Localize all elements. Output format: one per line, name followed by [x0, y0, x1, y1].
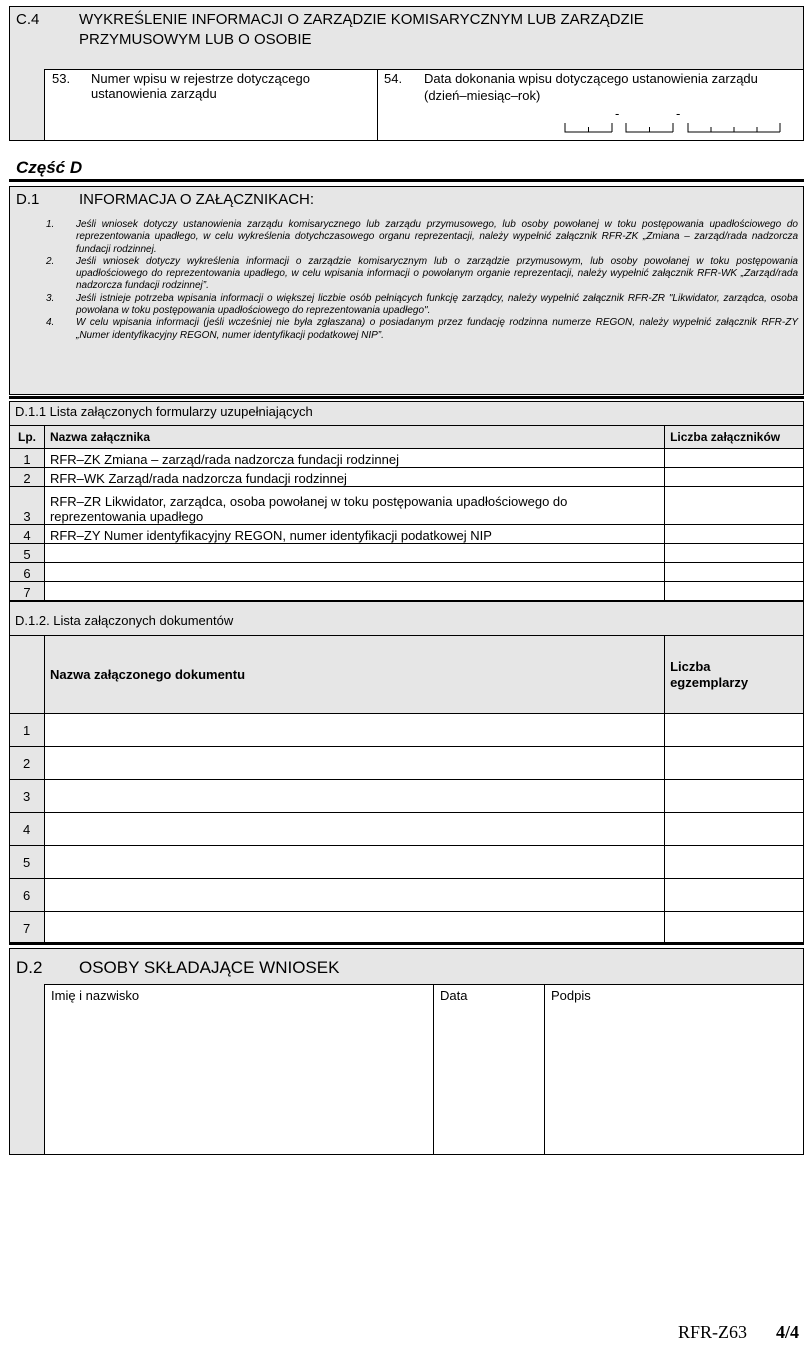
footer-page-number: 4/4	[776, 1322, 800, 1342]
copies-cell[interactable]	[665, 846, 804, 879]
note-item: 1. Jeśli wniosek dotyczy ustanowienia zarządu komisarycznego lub zarządu przymusowego, lub osoby powołanej w toku postępowania upadłościowego do reprezentowania upadłego, w celu wykreślenia dotychczasowego organu reprezentacji, należy wypełnić załącznik RFR-ZK „Zmiana – zarząd/rada nadzorcza fundacji rodzinnej.	[46, 219, 798, 255]
field-53-number: 53.	[52, 71, 71, 86]
note-item: 2. Jeśli wniosek dotyczy wykreślenia informacji o zarządzie komisarycznym lub o zarządzie przymusowym, lub osoby powołanej w toku postępowania upadłościowego do reprezentowania upadłego, w celu wpisania informacji o powołanym organie reprezentacji, należy wypełnić załącznik RFR-WK „Zarząd/rada nadzorcza fundacji rodzinnej”.	[46, 255, 798, 292]
signer-date-field[interactable]	[433, 984, 545, 1155]
doc-name-cell[interactable]	[44, 879, 664, 912]
part-d-rule	[9, 179, 804, 182]
table-row: 1 RFR–ZK Zmiana – zarząd/rada nadzorcza fundacji rodzinnej	[10, 449, 804, 468]
note-item: 4. W celu wpisania informacji (jeśli wcześniej nie była zgłaszana) o posiadanym przez fundację rodzinna numerze REGON, należy wypełnić załącznik RFR-ZY „Numer identyfikacyjny REGON, numer identyfikacji podatkowej NIP”.	[46, 317, 798, 341]
section-c4-title-line1: WYKREŚLENIE INFORMACJI O ZARZĄDZIE KOMISARYCZNYM LUB ZARZĄDZIE	[79, 11, 644, 28]
table-row: 1	[10, 714, 804, 747]
part-d-title: Część D	[16, 158, 83, 177]
col-doc-name-header: Nazwa załączonego dokumentu	[44, 636, 664, 714]
count-cell[interactable]	[665, 487, 804, 525]
table-header	[10, 636, 804, 714]
signer-date-label: Data	[440, 988, 468, 1003]
copies-cell[interactable]	[665, 879, 804, 912]
name-cell[interactable]	[44, 544, 664, 563]
col-name-header: Nazwa załącznika	[44, 426, 664, 449]
copies-cell[interactable]	[665, 912, 804, 945]
note-item: 3. Jeśli istnieje potrzeba wpisania informacji o większej liczbie osób pełniących funkcję zarządcy, należy wypełnić załącznik RFR-ZR "Likwidator, zarządca, osoba powołana w toku postępowania upadłościowego do reprezentowania upadłego".	[46, 292, 798, 317]
table-row: 2	[10, 747, 804, 780]
col-copies-header: Liczba egzemplarzy	[665, 636, 804, 714]
field-54-number: 54.	[384, 71, 403, 86]
table-row: 4 RFR–ZY Numer identyfikacyjny REGON, numer identyfikacji podatkowej NIP	[10, 525, 804, 544]
count-cell[interactable]	[665, 468, 804, 487]
table-row: 7	[10, 912, 804, 945]
doc-name-cell[interactable]	[44, 780, 664, 813]
signer-name-field[interactable]	[44, 984, 434, 1155]
copies-cell[interactable]	[665, 714, 804, 747]
col-count-header: Liczba załączników	[665, 426, 804, 449]
section-c4-code: C.4	[16, 11, 40, 28]
d12-title: D.1.2. Lista załączonych dokumentów	[15, 613, 234, 628]
copies-cell[interactable]	[665, 813, 804, 846]
field-53-label-2: ustanowienia zarządu	[91, 86, 217, 101]
name-cell[interactable]	[44, 582, 664, 601]
doc-name-cell[interactable]	[44, 846, 664, 879]
attachments-table	[9, 425, 804, 601]
documents-table	[9, 635, 804, 945]
d11-title: D.1.1 Lista załączonych formularzy uzupełniających	[15, 404, 313, 419]
table-row: 7	[10, 582, 804, 601]
table-header	[10, 426, 804, 449]
table-row: 6	[10, 879, 804, 912]
section-c4-title-line2: PRZYMUSOWYM LUB O OSOBIE	[79, 31, 312, 48]
name-cell[interactable]	[44, 563, 664, 582]
section-d1-code: D.1	[16, 191, 40, 208]
lp-header-cell	[10, 636, 45, 714]
section-rule	[9, 942, 804, 945]
col-lp-header: Lp.	[10, 426, 45, 449]
table-row: 5	[10, 846, 804, 879]
section-rule	[9, 396, 804, 399]
doc-name-cell[interactable]	[44, 813, 664, 846]
table-row: 2 RFR–WK Zarząd/rada nadzorcza fundacji rodzinnej	[10, 468, 804, 487]
signer-name-label: Imię i nazwisko	[51, 988, 140, 1003]
count-cell[interactable]	[665, 563, 804, 582]
count-cell[interactable]	[665, 582, 804, 601]
signer-signature-label: Podpis	[551, 988, 591, 1003]
copies-cell[interactable]	[665, 780, 804, 813]
section-d1-title: INFORMACJA O ZAŁĄCZNIKACH:	[79, 191, 315, 208]
doc-name-cell[interactable]	[44, 747, 664, 780]
signer-signature-field[interactable]	[544, 984, 804, 1155]
section-d2-code: D.2	[16, 958, 43, 977]
table-row: 3 RFR–ZR Likwidator, zarządca, osoba powołanej w toku postępowania upadłościowego do reprezentowania upadłego	[10, 487, 804, 525]
field-53-label: Numer wpisu w rejestrze dotyczącego	[91, 71, 310, 86]
count-cell[interactable]	[665, 525, 804, 544]
field-54-label: Data dokonania wpisu dotyczącego ustanowienia zarządu	[424, 71, 758, 86]
table-row: 6	[10, 563, 804, 582]
count-cell[interactable]	[665, 544, 804, 563]
date-separator: -	[615, 106, 620, 121]
doc-name-cell[interactable]	[44, 714, 664, 747]
doc-name-cell[interactable]	[44, 912, 664, 945]
copies-cell[interactable]	[665, 747, 804, 780]
notes-list	[46, 219, 798, 342]
field-54-label-2: (dzień–miesiąc–rok)	[424, 88, 541, 103]
table-row: 4	[10, 813, 804, 846]
table-row: 3	[10, 780, 804, 813]
section-d2-title: OSOBY SKŁADAJĄCE WNIOSEK	[79, 958, 340, 977]
table-row: 5	[10, 544, 804, 563]
count-cell[interactable]	[665, 449, 804, 468]
footer-form-code: RFR-Z63	[678, 1322, 748, 1342]
date-separator: -	[676, 106, 681, 121]
